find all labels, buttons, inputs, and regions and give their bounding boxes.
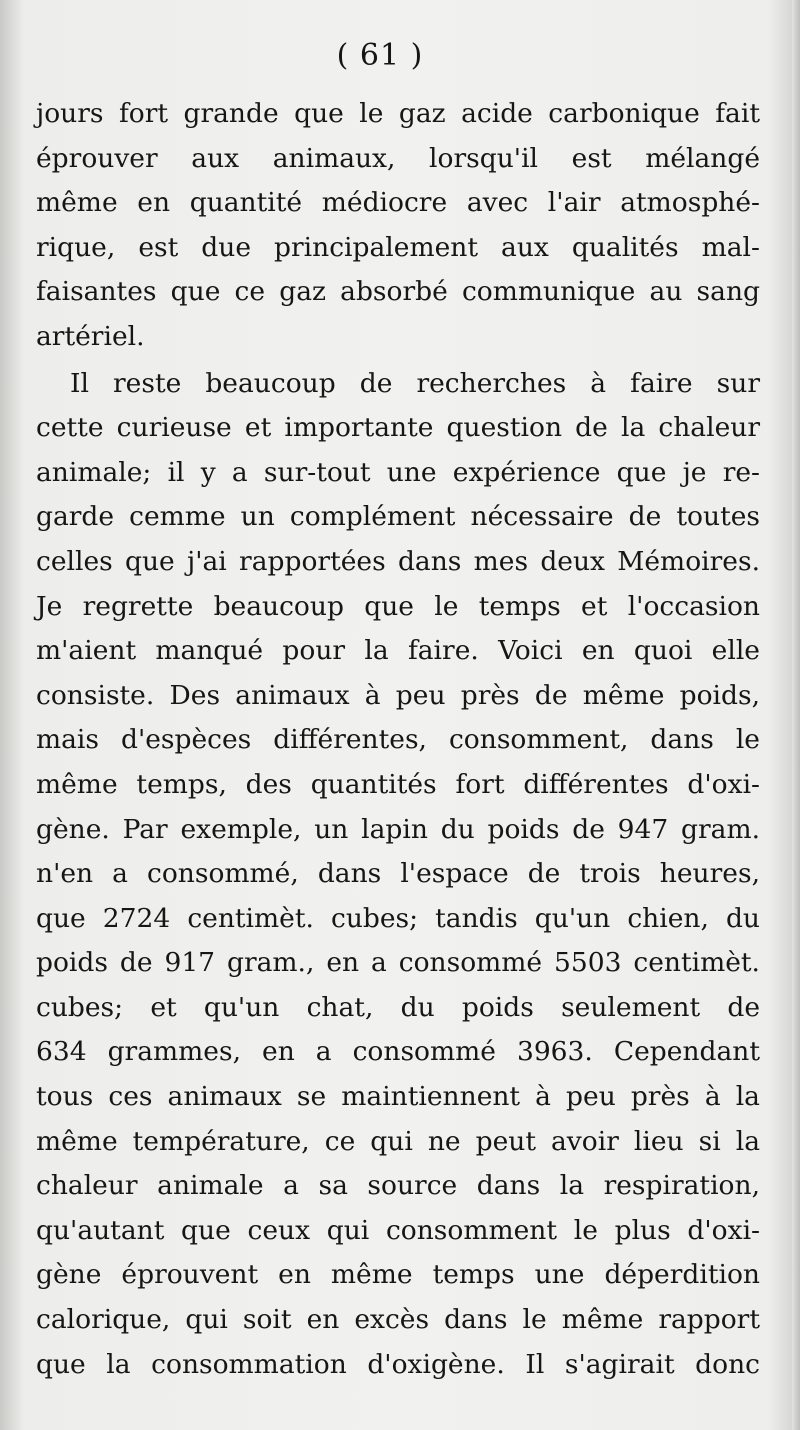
text-line: même en quantité médiocre avec l'air atmosphé- [36,187,760,219]
text-line: jours fort grande que le gaz acide carbonique fait [36,98,760,129]
text-line: calorique, qui soit en excès dans le même rapport [36,1304,760,1336]
text-line: animale; il y a sur-tout une expérience que je re- [36,456,760,488]
text-line: que 2724 centimèt. cubes; tandis qu'un chien, du [36,902,760,934]
text-line: même temps, des quantités fort différentes d'oxi- [36,768,760,800]
text-line: éprouver aux animaux, lorsqu'il est mélangé [36,142,760,174]
text-line: 634 grammes, en a consommé 3963. Cependant [36,1036,760,1068]
page-edge [792,0,800,1430]
text-line: consiste. Des animaux à peu près de même poids, [36,679,760,711]
text-line: cette curieuse et importante question de la chaleur [36,412,760,444]
page-number: ( 61 ) [336,38,424,73]
text-line: cubes; et qu'un chat, du poids seulement de [36,991,760,1023]
text-line: que la consommation d'oxigène. Il s'agirait donc [36,1348,760,1380]
text-line: chaleur animale a sa source dans la respiration, [36,1170,760,1202]
text-line: tous ces animaux se maintiennent à peu près à la [36,1081,760,1113]
text-line: rique, est due principalement aux qualités mal- [36,231,760,263]
text-line: artériel. [36,320,145,352]
text-line: gène éprouvent en même temps une déperdition [36,1259,760,1291]
text-line: n'en a consommé, dans l'espace de trois heures, [36,858,760,890]
paragraph [36,92,760,360]
text-line: celles que j'ai rapportées dans mes deux Mémoires. [36,545,760,577]
text-line: poids de 917 gram., en a consommé 5503 centimèt. [36,947,760,979]
text-line: Il reste beaucoup de recherches à faire sur [70,367,760,399]
body-text [36,92,760,1387]
paragraph [36,362,760,1388]
text-line: m'aient manqué pour la faire. Voici en quoi elle [36,635,760,667]
text-line: garde cemme un complément nécessaire de toutes [36,501,760,533]
text-line: même température, ce qui ne peut avoir lieu si la [36,1125,760,1157]
text-line: faisantes que ce gaz absorbé communique au sang [36,276,760,308]
text-line: Je regrette beaucoup que le temps et l'occasion [36,590,760,622]
text-line: gène. Par exemple, un lapin du poids de 947 gram. [36,813,760,845]
text-line: qu'autant que ceux qui consomment le plus d'oxi- [36,1214,760,1246]
text-line: mais d'espèces différentes, consomment, dans le [36,724,760,756]
